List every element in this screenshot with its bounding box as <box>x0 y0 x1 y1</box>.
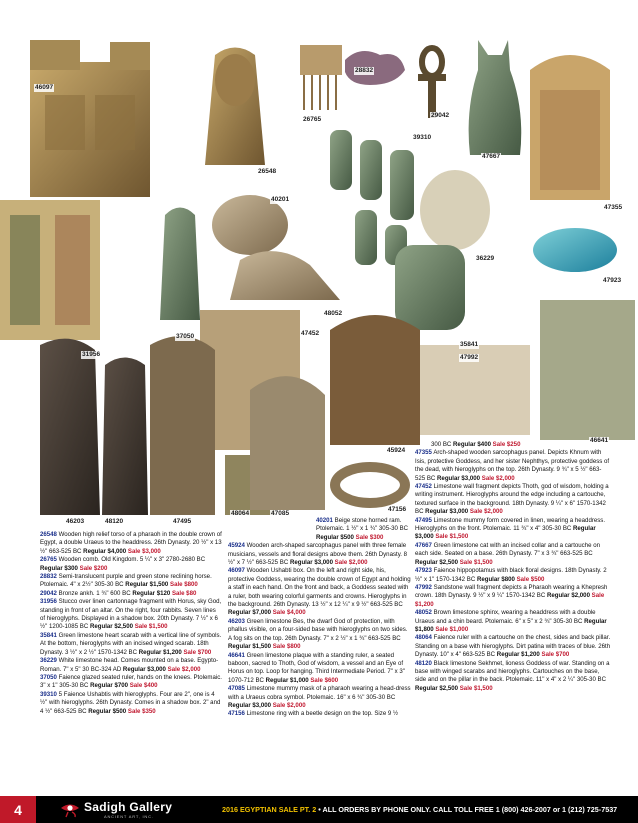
photo-label: 46097 <box>35 84 54 91</box>
photo-label: 26548 <box>258 168 277 175</box>
catalog-entry: 45924 Wooden arch-shaped sarcophagus panel with three female musicians, vessels and floral designs above them. 26th Dynasty. 8 ½" x 7 ½" 663-525 BC Regular $3,000 Sale $2,000 <box>228 542 408 567</box>
photo-label: 37050 <box>176 333 195 340</box>
sale-title: 2016 EGYPTIAN SALE PT. 2 <box>222 805 317 814</box>
catalog-entry: 47495 Limestone mummy form covered in linen, wearing a headdress. Hieroglyphs on the front. Ptolemaic. 11 ¾" x 4" 305-30 BC Regular $3,000 Sale $1,500 <box>415 516 606 541</box>
order-phone-text: • ALL ORDERS BY PHONE ONLY. CALL TOLL FREE 1 (800) 426-2007 or 1 (212) 725-7537 <box>316 805 618 814</box>
photo-label: 29042 <box>431 112 450 119</box>
photo-label: 47355 <box>604 204 623 211</box>
catalog-entry: 47667 Green limestone cat with an incised collar and a cartouche on each side. Seated on a base. 26th Dynasty. 7" x 3 ¾" 663-525 BC Regular $2,500 Sale $1,500 <box>415 541 600 566</box>
catalog-entry: 48052 Brown limestone sphinx, wearing a headdress with a double Uraeus and a chin beard. Ptolemaic. 6" x 5" x 2 ¾" 305-30 BC Regular $1,800 Sale $1,000 <box>415 609 607 633</box>
photo-label: 39310 <box>413 134 432 141</box>
eye-of-horus-logo-icon <box>60 800 80 818</box>
catalog-entry: 39310 5 Faience Ushabtis with hieroglyphs. Four are 2", one is 4 ½" with hieroglyphs. 26th Dynasty. Comes in a shadow box. 2" and 4 ½" 663-525 BC Regular $500 Sale $350 <box>40 690 221 715</box>
description-column-3 <box>415 441 611 693</box>
photo-label: 40201 <box>271 196 290 203</box>
photo-label: 48052 <box>324 310 343 317</box>
page-number: 4 <box>0 796 36 823</box>
photo-label: 47923 <box>603 277 622 284</box>
description-column-1 <box>40 531 222 716</box>
catalog-entry: 31956 Stucco over linen cartonnage fragment with Horus, sky God, standing in front of an altar. On the right, four rabbits. Seven lines of hieroglyphs. Displayed in a shadow box. 20th Dynasty. 7 ½" x 6 ½" 1200-1085 BC Regular $2,500 Sale $1,500 <box>40 598 222 631</box>
catalog-entry: 26548 Wooden high relief torso of a pharaoh in the double crown of Egypt, a double Uraeus to the headdress. 26th Dynasty. 20 ½" x 13 ½" 663-525 BC Regular $4,000 Sale $3,000 <box>40 531 222 555</box>
photo-46097 <box>30 40 150 197</box>
photo-label: 47156 <box>388 506 407 513</box>
photo-label: 47085 <box>271 510 290 517</box>
photo-label: 35841 <box>460 341 479 348</box>
photo-label: 46641 <box>590 437 609 444</box>
catalog-entry: 46203 Green limestone Bes, the dwarf God of protection, with phallus visible, on a four-sided base with hieroglyphs on two sides. A fog sits on the top. 26th Dynasty. 7" x 2 ½" x 1 ¾" 663-525 BC Regular $1,500 Sale $800 <box>228 617 408 651</box>
photo-label: 45924 <box>387 447 406 454</box>
catalog-entry: 46641 Green limestone plaque with a standing ruler, a seated baboon, sacred to Thoth, God of wisdom, a vessel and an Eye of Horus on top. Loop for hanging. Third Intermediate Period. 7" x 3" 1070-712 BC Regular $1,000 Sale $600 <box>228 651 405 684</box>
description-column-2 <box>228 517 411 719</box>
footer-ordering-info <box>222 805 617 814</box>
catalog-entry: 46097 Wooden Ushabti box. On the left and right side, his, protective Goddess, wearing the double crown of Egypt and holding a staff in each hand. On the front and back, a Goddess seated with a ruler, both wearing colorful garments and crowns. Hieroglyphs in the background. 26th Dynasty. 13 ½" x 12 ¼" x 9 ½" 663-525 BC Regular $7,000 Sale $4,000 <box>228 567 411 617</box>
catalog-entry: 47156 Limestone ring with a beetle design on the top. Size 9 ½ <box>228 710 399 718</box>
catalog-entry: 47923 Faience hippopotamus with black floral designs. 18th Dynasty. 2 ½" x 1" 1570-1342 BC Regular $800 Sale $500 <box>415 567 607 583</box>
photo-label: 28832 <box>355 67 374 74</box>
photo-label: 36229 <box>476 255 495 262</box>
photo-label: 47452 <box>301 330 320 337</box>
catalog-entry: 47452 Limestone wall fragment depicts Thoth, god of wisdom, holding a writing instrument. Hieroglyphs around the edge including a cartouche, textured surface in the background. 18th Dynasty. 9 ¼" x 6" 1570-1342 BC Regular $3,000 Sale $2,000 <box>415 483 609 516</box>
photo-label: 47495 <box>173 518 192 525</box>
ring-price-continued: 300 BC Regular $400 Sale $250 <box>431 441 521 448</box>
catalog-entry: 35841 Green limestone heart scarab with a vertical line of symbols. At the bottom, hieroglyphs with an incised winged scarab. 18th Dynasty. 3 ½" x 2 ½" 1570-1342 BC Regular $1,200 Sale $700 <box>40 631 222 656</box>
catalog-entry: 29042 Bronze ankh. 1 ¾" 600 BC Regular $120 Sale $80 <box>40 589 197 597</box>
catalog-entry: 26765 Wooden comb. Old Kingdom. 5 ¼" x 3" 2780-2680 BC Regular $300 Sale $200 <box>40 556 206 572</box>
catalog-entry: 36229 White limestone head. Comes mounted on a base. Egypto-Roman. 7" x 5" 30 BC-324 AD Regular $3,000 Sale $2,000 <box>40 657 219 673</box>
catalog-entry: 37050 Faience glazed seated ruler, hands on the knees. Ptolemaic. 3" x 1" 305-30 BC Regular $700 Sale $400 <box>40 673 222 690</box>
photo-label: 47667 <box>482 153 501 160</box>
photo-label: 48064 <box>231 510 250 517</box>
catalog-entry: 47085 Limestone mummy mask of a pharaoh wearing a head-dress with a Uraeus cobra symbol. Ptolemaic. 16" x 6 ¾" 305-30 BC Regular $3,000 Sale $2,000 <box>228 685 411 709</box>
brand-name: Sadigh Gallery <box>84 800 173 814</box>
photo-label: 46203 <box>66 518 85 525</box>
catalog-entry: 47992 Sandstone wall fragment depicts a Pharaoh wearing a Khepresh crown. 18th Dynasty. 9 ½" x 9 ¼" 1570-1342 BC Regular $2,000 Sale $1,200 <box>415 583 608 608</box>
catalog-entry: 48120 Black limestone Sekhmet, lioness Goddess of war. Standing on a base with winged scarabs and hieroglyphs. Cartouches on the base, side and on the pillar in the back. Ptolemaic. 11" x 4" x 2 ¼" 305-30 BC Regular $2,500 Sale $1,500 <box>415 659 610 692</box>
catalog-entry: 40201 Beige stone horned ram. Ptolemaic. 1 ½" x 1 ¾" 305-30 BC Regular $500 Sale $300 <box>316 517 409 541</box>
photo-label: 31956 <box>82 351 101 358</box>
photo-label: 26765 <box>303 116 322 123</box>
brand-subtitle: ANCIENT ART, INC. <box>104 814 154 819</box>
catalog-entry: 47355 Arch-shaped wooden sarcophagus panel. Depicts Khnum with Isis, protective Goddess, and her sister Nephthys, protective goddess of the dead, with hieroglyphs on the top. 26th Dynasty. 9 ¾" x 5 ½" 663-525 BC Regular $3,000 Sale $2,000 <box>415 449 610 482</box>
photo-label: 47992 <box>460 354 479 361</box>
catalog-entry: 48064 Faience ruler with a cartouche on the chest, sides and back pillar. Standing on a base with hieroglyphs. Dirt patina with traces of blue. 26th Dynasty. 10" x 4" 663-525 BC Regular $1,200 Sale $700 <box>415 634 611 659</box>
catalog-entry: 28832 Semi-translucent purple and green stone reclining horse. Ptolemaic. 4" x 2½" 305-30 BC Regular $1,500 Sale $800 <box>40 573 212 589</box>
photo-label: 48120 <box>105 518 124 525</box>
